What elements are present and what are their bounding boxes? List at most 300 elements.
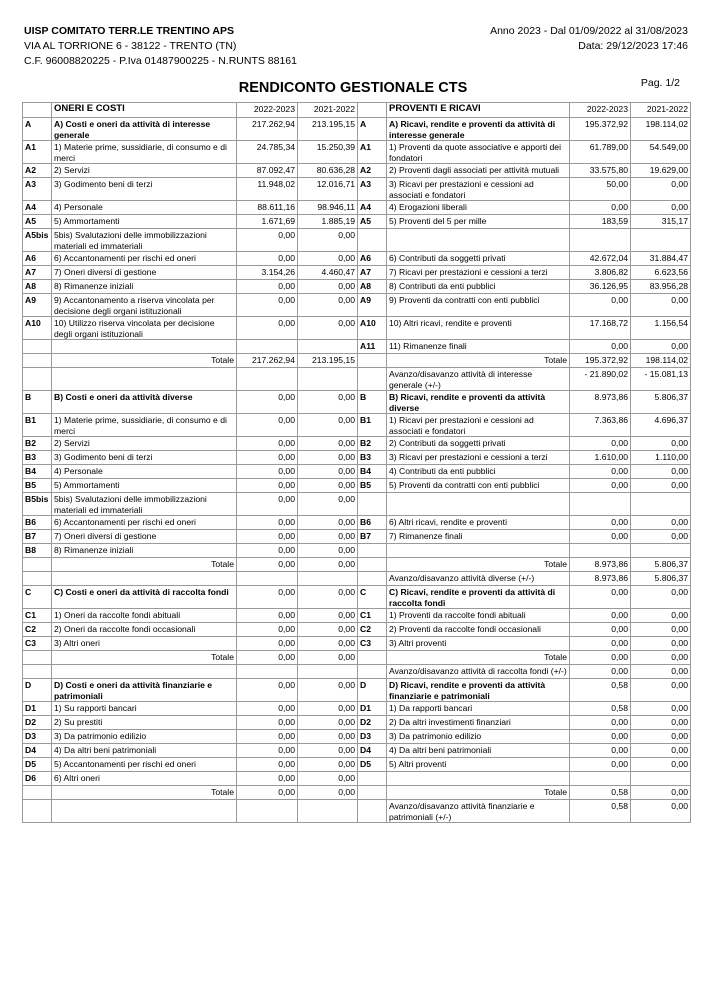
revenue-value-current: 50,00 bbox=[570, 178, 631, 201]
revenue-code bbox=[358, 786, 387, 800]
table-row bbox=[23, 414, 691, 437]
cost-value-current: 0,00 bbox=[237, 623, 298, 637]
table-row bbox=[23, 530, 691, 544]
table-row bbox=[23, 141, 691, 164]
revenue-description: 2) Contributi da soggetti privati bbox=[387, 437, 570, 451]
cost-code: D1 bbox=[23, 702, 52, 716]
revenue-code bbox=[358, 354, 387, 368]
cost-value-current: 11.948,02 bbox=[237, 178, 298, 201]
revenue-code bbox=[358, 493, 387, 516]
revenue-value-current: 0,00 bbox=[570, 665, 631, 679]
revenue-code: B4 bbox=[358, 465, 387, 479]
revenue-value-current bbox=[570, 229, 631, 252]
revenue-value-current: 0,00 bbox=[570, 609, 631, 623]
table-row bbox=[23, 266, 691, 280]
page-title: RENDICONTO GESTIONALE CTS bbox=[238, 80, 468, 96]
cost-value-current: 0,00 bbox=[237, 391, 298, 414]
cost-description: 4) Da altri beni patrimoniali bbox=[52, 744, 237, 758]
cost-value-current: 217.262,94 bbox=[237, 118, 298, 141]
revenue-code bbox=[358, 544, 387, 558]
revenue-description: 5) Proventi da contratti con enti pubblici bbox=[387, 479, 570, 493]
cost-code: A8 bbox=[23, 280, 52, 294]
table-row bbox=[23, 572, 691, 586]
header-costs-year-previous: 2021-2022 bbox=[298, 103, 358, 118]
cost-value-previous: 1.885,19 bbox=[298, 215, 358, 229]
revenue-code: B2 bbox=[358, 437, 387, 451]
cost-value-previous: 0,00 bbox=[298, 294, 358, 317]
cost-code: D6 bbox=[23, 772, 52, 786]
cost-value-current: 0,00 bbox=[237, 530, 298, 544]
table-row bbox=[23, 758, 691, 772]
revenue-code bbox=[358, 572, 387, 586]
revenue-code: A7 bbox=[358, 266, 387, 280]
cost-code: B3 bbox=[23, 451, 52, 465]
revenue-value-current bbox=[570, 772, 631, 786]
financial-statement-table bbox=[22, 102, 691, 823]
cost-code: D4 bbox=[23, 744, 52, 758]
cost-value-previous: 0,00 bbox=[298, 744, 358, 758]
cost-code: B7 bbox=[23, 530, 52, 544]
cost-value-previous: 98.946,11 bbox=[298, 201, 358, 215]
cost-value-previous: 4.460,47 bbox=[298, 266, 358, 280]
revenue-code: D bbox=[358, 679, 387, 702]
cost-code: D5 bbox=[23, 758, 52, 772]
cost-value-previous: 0,00 bbox=[298, 730, 358, 744]
revenue-value-previous: 83.956,28 bbox=[631, 280, 691, 294]
cost-value-previous: 0,00 bbox=[298, 651, 358, 665]
cost-description: 5bis) Svalutazioni delle immobilizzazioni materiali ed immateriali bbox=[52, 229, 237, 252]
revenue-code: D2 bbox=[358, 716, 387, 730]
revenue-description: Totale bbox=[387, 558, 570, 572]
cost-description: 1) Oneri da raccolte fondi abituali bbox=[52, 609, 237, 623]
revenue-description: D) Ricavi, rendite e proventi da attività finanziarie e patrimoniali bbox=[387, 679, 570, 702]
cost-code bbox=[23, 558, 52, 572]
revenue-description: Avanzo/disavanzo attività finanziarie e patrimoniali (+/-) bbox=[387, 800, 570, 823]
revenue-code: B3 bbox=[358, 451, 387, 465]
cost-value-previous: 0,00 bbox=[298, 758, 358, 772]
cost-value-previous bbox=[298, 368, 358, 391]
header-code-cell bbox=[23, 103, 52, 118]
cost-description bbox=[52, 368, 237, 391]
revenue-code: A10 bbox=[358, 317, 387, 340]
cost-description: A) Costi e oneri da attività di interesse generale bbox=[52, 118, 237, 141]
revenue-value-previous: 0,00 bbox=[631, 479, 691, 493]
revenue-value-current: 0,00 bbox=[570, 586, 631, 609]
revenue-code: A11 bbox=[358, 340, 387, 354]
revenue-code: D5 bbox=[358, 758, 387, 772]
revenue-value-previous: 0,00 bbox=[631, 609, 691, 623]
report-meta bbox=[490, 24, 688, 54]
table-row bbox=[23, 744, 691, 758]
cost-value-previous: 0,00 bbox=[298, 516, 358, 530]
cost-value-current: 0,00 bbox=[237, 772, 298, 786]
cost-code: D bbox=[23, 679, 52, 702]
revenue-value-previous: 0,00 bbox=[631, 201, 691, 215]
header-revenues-year-current: 2022-2023 bbox=[570, 103, 631, 118]
cost-code: A9 bbox=[23, 294, 52, 317]
revenue-code bbox=[358, 368, 387, 391]
revenue-description bbox=[387, 493, 570, 516]
page-number: Pag. 1/2 bbox=[640, 77, 680, 89]
cost-value-previous bbox=[298, 800, 358, 823]
revenue-value-previous: 0,00 bbox=[631, 679, 691, 702]
revenue-description: 1) Ricavi per prestazioni e cessioni ad associati e fondatori bbox=[387, 414, 570, 437]
cost-description: 2) Servizi bbox=[52, 164, 237, 178]
cost-description: 8) Rimanenze iniziali bbox=[52, 544, 237, 558]
cost-value-current bbox=[237, 665, 298, 679]
cost-value-previous: 80.636,28 bbox=[298, 164, 358, 178]
revenue-value-previous: 0,00 bbox=[631, 744, 691, 758]
cost-description: C) Costi e oneri da attività di raccolta fondi bbox=[52, 586, 237, 609]
table-header-row bbox=[23, 103, 691, 118]
cost-description: 3) Altri oneri bbox=[52, 637, 237, 651]
revenue-code: A2 bbox=[358, 164, 387, 178]
revenue-code bbox=[358, 651, 387, 665]
cost-value-current: 0,00 bbox=[237, 586, 298, 609]
cost-value-previous: 0,00 bbox=[298, 679, 358, 702]
cost-value-previous: 0,00 bbox=[298, 702, 358, 716]
cost-value-previous: 0,00 bbox=[298, 586, 358, 609]
cost-value-current: 0,00 bbox=[237, 252, 298, 266]
cost-code bbox=[23, 786, 52, 800]
cost-code: C2 bbox=[23, 623, 52, 637]
revenue-value-previous: 0,00 bbox=[631, 437, 691, 451]
revenue-value-current: 0,00 bbox=[570, 465, 631, 479]
revenue-code: C2 bbox=[358, 623, 387, 637]
revenue-value-current: 0,00 bbox=[570, 479, 631, 493]
revenue-description: C) Ricavi, rendite e proventi da attività di raccolta fondi bbox=[387, 586, 570, 609]
revenue-value-current: 36.126,95 bbox=[570, 280, 631, 294]
revenue-value-current: 61.789,00 bbox=[570, 141, 631, 164]
cost-description bbox=[52, 572, 237, 586]
cost-value-current bbox=[237, 800, 298, 823]
table-row bbox=[23, 437, 691, 451]
cost-code: A5bis bbox=[23, 229, 52, 252]
revenue-value-previous bbox=[631, 544, 691, 558]
cost-value-current: 0,00 bbox=[237, 716, 298, 730]
revenue-value-previous: 0,00 bbox=[631, 530, 691, 544]
cost-value-current: 87.092,47 bbox=[237, 164, 298, 178]
cost-value-previous: 0,00 bbox=[298, 229, 358, 252]
revenue-value-previous: 0,00 bbox=[631, 758, 691, 772]
cost-value-current: 0,00 bbox=[237, 451, 298, 465]
section-row bbox=[23, 391, 691, 414]
revenue-value-previous: 0,00 bbox=[631, 294, 691, 317]
revenue-description bbox=[387, 544, 570, 558]
table-row bbox=[23, 215, 691, 229]
cost-code bbox=[23, 800, 52, 823]
revenue-value-current: 183,59 bbox=[570, 215, 631, 229]
cost-description: 5) Ammortamenti bbox=[52, 215, 237, 229]
table-row bbox=[23, 280, 691, 294]
table-row bbox=[23, 665, 691, 679]
cost-value-current: 0,00 bbox=[237, 493, 298, 516]
revenue-value-current: 8.973,86 bbox=[570, 558, 631, 572]
revenue-description: 2) Proventi dagli associati per attività mutuali bbox=[387, 164, 570, 178]
cost-value-current: 0,00 bbox=[237, 294, 298, 317]
cost-value-current: 88.611,16 bbox=[237, 201, 298, 215]
cost-description bbox=[52, 340, 237, 354]
table-row bbox=[23, 229, 691, 252]
revenue-value-previous: 0,00 bbox=[631, 623, 691, 637]
cost-value-current: 0,00 bbox=[237, 744, 298, 758]
revenue-value-previous: 54.549,00 bbox=[631, 141, 691, 164]
table-row bbox=[23, 465, 691, 479]
cost-value-current: 0,00 bbox=[237, 786, 298, 800]
cost-value-current: 0,00 bbox=[237, 702, 298, 716]
table-row bbox=[23, 178, 691, 201]
revenue-value-previous: 0,00 bbox=[631, 340, 691, 354]
revenue-description: 2) Proventi da raccolte fondi occasionali bbox=[387, 623, 570, 637]
revenue-value-current: 0,00 bbox=[570, 437, 631, 451]
header-costs: ONERI E COSTI bbox=[52, 103, 237, 118]
revenue-description: Avanzo/disavanzo attività di raccolta fondi (+/-) bbox=[387, 665, 570, 679]
org-address: VIA AL TORRIONE 6 - 38122 - TRENTO (TN) bbox=[24, 40, 237, 52]
cost-value-current: 0,00 bbox=[237, 558, 298, 572]
revenue-description: 5) Altri proventi bbox=[387, 758, 570, 772]
cost-value-previous: 0,00 bbox=[298, 252, 358, 266]
revenue-value-current bbox=[570, 493, 631, 516]
revenue-value-current: 0,00 bbox=[570, 758, 631, 772]
revenue-description: 4) Da altri beni patrimoniali bbox=[387, 744, 570, 758]
cost-description: 8) Rimanenze iniziali bbox=[52, 280, 237, 294]
revenue-description: 6) Altri ricavi, rendite e proventi bbox=[387, 516, 570, 530]
cost-value-previous: 0,00 bbox=[298, 623, 358, 637]
cost-code: B6 bbox=[23, 516, 52, 530]
cost-description: 3) Da patrimonio edilizio bbox=[52, 730, 237, 744]
cost-value-previous: 0,00 bbox=[298, 544, 358, 558]
revenue-value-previous: 0,00 bbox=[631, 651, 691, 665]
cost-description: 9) Accantonamento a riserva vincolata per decisione degli organi istituzionali bbox=[52, 294, 237, 317]
total-row bbox=[23, 558, 691, 572]
cost-value-current: 0,00 bbox=[237, 479, 298, 493]
cost-description: 4) Personale bbox=[52, 465, 237, 479]
header-revenues-year-previous: 2021-2022 bbox=[631, 103, 691, 118]
cost-code: C1 bbox=[23, 609, 52, 623]
cost-value-previous: 0,00 bbox=[298, 493, 358, 516]
table-row bbox=[23, 493, 691, 516]
revenue-description: Totale bbox=[387, 651, 570, 665]
revenue-value-current: 0,00 bbox=[570, 651, 631, 665]
revenue-description bbox=[387, 772, 570, 786]
cost-value-current: 1.671,69 bbox=[237, 215, 298, 229]
revenue-code: B7 bbox=[358, 530, 387, 544]
cost-code bbox=[23, 340, 52, 354]
revenue-code: D4 bbox=[358, 744, 387, 758]
cost-value-previous: 0,00 bbox=[298, 451, 358, 465]
revenue-description: 7) Ricavi per prestazioni e cessioni a terzi bbox=[387, 266, 570, 280]
revenue-value-previous: 6.623,56 bbox=[631, 266, 691, 280]
revenue-description: 3) Ricavi per prestazioni e cessioni a terzi bbox=[387, 451, 570, 465]
table-row bbox=[23, 479, 691, 493]
revenue-code: A9 bbox=[358, 294, 387, 317]
revenue-value-previous bbox=[631, 772, 691, 786]
table-row bbox=[23, 544, 691, 558]
revenue-value-previous: 1.110,00 bbox=[631, 451, 691, 465]
cost-value-previous: 0,00 bbox=[298, 391, 358, 414]
revenue-value-current bbox=[570, 544, 631, 558]
revenue-description: 3) Ricavi per prestazioni e cessioni ad associati e fondatori bbox=[387, 178, 570, 201]
revenue-value-current: 0,00 bbox=[570, 744, 631, 758]
cost-code bbox=[23, 572, 52, 586]
cost-description: B) Costi e oneri da attività diverse bbox=[52, 391, 237, 414]
table-row bbox=[23, 252, 691, 266]
cost-description: 6) Accantonamenti per rischi ed oneri bbox=[52, 516, 237, 530]
cost-value-previous: 0,00 bbox=[298, 317, 358, 340]
revenue-code bbox=[358, 229, 387, 252]
revenue-code: B6 bbox=[358, 516, 387, 530]
revenue-value-previous: 0,00 bbox=[631, 586, 691, 609]
revenue-value-previous: 315,17 bbox=[631, 215, 691, 229]
cost-value-current: 0,00 bbox=[237, 544, 298, 558]
table-row bbox=[23, 317, 691, 340]
revenue-code bbox=[358, 558, 387, 572]
cost-description: 7) Oneri diversi di gestione bbox=[52, 530, 237, 544]
cost-description: Totale bbox=[52, 651, 237, 665]
section-row bbox=[23, 679, 691, 702]
revenue-value-current: 195.372,92 bbox=[570, 354, 631, 368]
cost-value-previous: 0,00 bbox=[298, 414, 358, 437]
cost-value-previous: 0,00 bbox=[298, 637, 358, 651]
cost-code bbox=[23, 354, 52, 368]
revenue-value-current: 0,00 bbox=[570, 530, 631, 544]
cost-description: 3) Godimento beni di terzi bbox=[52, 178, 237, 201]
revenue-value-previous: - 15.081,13 bbox=[631, 368, 691, 391]
cost-description: 2) Servizi bbox=[52, 437, 237, 451]
revenue-description: 3) Da patrimonio edilizio bbox=[387, 730, 570, 744]
revenue-description: Totale bbox=[387, 354, 570, 368]
table-row bbox=[23, 702, 691, 716]
revenue-code: C bbox=[358, 586, 387, 609]
cost-value-previous: 0,00 bbox=[298, 479, 358, 493]
cost-code: B8 bbox=[23, 544, 52, 558]
revenue-code bbox=[358, 665, 387, 679]
cost-value-previous: 0,00 bbox=[298, 437, 358, 451]
cost-description: 2) Oneri da raccolte fondi occasionali bbox=[52, 623, 237, 637]
cost-value-current: 0,00 bbox=[237, 414, 298, 437]
revenue-code: A3 bbox=[358, 178, 387, 201]
revenue-value-current: 0,58 bbox=[570, 786, 631, 800]
revenue-value-current: 17.168,72 bbox=[570, 317, 631, 340]
revenue-description: 6) Contributi da soggetti privati bbox=[387, 252, 570, 266]
table-row bbox=[23, 623, 691, 637]
revenue-value-previous: 0,00 bbox=[631, 178, 691, 201]
cost-value-current: 217.262,94 bbox=[237, 354, 298, 368]
revenue-code: D3 bbox=[358, 730, 387, 744]
revenue-value-current: - 21.890,02 bbox=[570, 368, 631, 391]
cost-description: 3) Godimento beni di terzi bbox=[52, 451, 237, 465]
cost-description: 10) Utilizzo riserva vincolata per decisione degli organi istituzionali bbox=[52, 317, 237, 340]
cost-value-current: 3.154,26 bbox=[237, 266, 298, 280]
revenue-description: 9) Proventi da contratti con enti pubblici bbox=[387, 294, 570, 317]
revenue-value-previous bbox=[631, 493, 691, 516]
cost-code: A bbox=[23, 118, 52, 141]
revenue-value-current: 33.575,80 bbox=[570, 164, 631, 178]
total-row bbox=[23, 354, 691, 368]
cost-code: A7 bbox=[23, 266, 52, 280]
revenue-description: 10) Altri ricavi, rendite e proventi bbox=[387, 317, 570, 340]
cost-value-previous: 213.195,15 bbox=[298, 118, 358, 141]
cost-value-current: 0,00 bbox=[237, 465, 298, 479]
revenue-value-current: 8.973,86 bbox=[570, 391, 631, 414]
cost-description: 5bis) Svalutazioni delle immobilizzazioni materiali ed immateriali bbox=[52, 493, 237, 516]
revenue-value-previous: 198.114,02 bbox=[631, 354, 691, 368]
org-name: UISP COMITATO TERR.LE TRENTINO APS bbox=[24, 25, 235, 37]
table-row bbox=[23, 609, 691, 623]
report-date: Data: 29/12/2023 17:46 bbox=[578, 40, 688, 52]
cost-value-current: 0,00 bbox=[237, 317, 298, 340]
revenue-value-current: 0,58 bbox=[570, 702, 631, 716]
total-row bbox=[23, 651, 691, 665]
table-row bbox=[23, 800, 691, 823]
revenue-code: C3 bbox=[358, 637, 387, 651]
cost-description: 1) Materie prime, sussidiarie, di consumo e di merci bbox=[52, 141, 237, 164]
cost-code: A10 bbox=[23, 317, 52, 340]
cost-value-current: 0,00 bbox=[237, 651, 298, 665]
revenue-value-current: 0,00 bbox=[570, 516, 631, 530]
table-row bbox=[23, 516, 691, 530]
table-row bbox=[23, 340, 691, 354]
revenue-value-previous: 0,00 bbox=[631, 665, 691, 679]
cost-description: 1) Su rapporti bancari bbox=[52, 702, 237, 716]
revenue-code: A bbox=[358, 118, 387, 141]
section-row bbox=[23, 118, 691, 141]
cost-code: C bbox=[23, 586, 52, 609]
cost-value-current bbox=[237, 572, 298, 586]
cost-value-previous bbox=[298, 665, 358, 679]
cost-value-current: 0,00 bbox=[237, 437, 298, 451]
cost-code: A6 bbox=[23, 252, 52, 266]
revenue-value-current: 0,58 bbox=[570, 800, 631, 823]
cost-code: D2 bbox=[23, 716, 52, 730]
table-row bbox=[23, 730, 691, 744]
cost-value-current bbox=[237, 340, 298, 354]
table-row bbox=[23, 451, 691, 465]
revenue-value-current: 0,58 bbox=[570, 679, 631, 702]
revenue-value-current: 0,00 bbox=[570, 294, 631, 317]
cost-code bbox=[23, 368, 52, 391]
table-row bbox=[23, 201, 691, 215]
revenue-value-previous: 0,00 bbox=[631, 730, 691, 744]
cost-description: Totale bbox=[52, 786, 237, 800]
revenue-value-previous: 0,00 bbox=[631, 716, 691, 730]
revenue-code: B5 bbox=[358, 479, 387, 493]
cost-code: A4 bbox=[23, 201, 52, 215]
cost-description: 5) Ammortamenti bbox=[52, 479, 237, 493]
cost-code: D3 bbox=[23, 730, 52, 744]
org-fiscal-ids: C.F. 96008820225 - P.Iva 01487900225 - N.RUNTS 88161 bbox=[24, 55, 297, 67]
section-row bbox=[23, 586, 691, 609]
revenue-value-previous: 5.806,37 bbox=[631, 558, 691, 572]
revenue-description: 1) Proventi da raccolte fondi abituali bbox=[387, 609, 570, 623]
cost-code: B5 bbox=[23, 479, 52, 493]
table-row bbox=[23, 164, 691, 178]
revenue-description: 1) Da rapporti bancari bbox=[387, 702, 570, 716]
revenue-value-current: 0,00 bbox=[570, 201, 631, 215]
revenue-code bbox=[358, 800, 387, 823]
cost-code: B2 bbox=[23, 437, 52, 451]
cost-description: 7) Oneri diversi di gestione bbox=[52, 266, 237, 280]
cost-value-current: 0,00 bbox=[237, 679, 298, 702]
revenue-value-current: 0,00 bbox=[570, 730, 631, 744]
revenue-description: 1) Proventi da quote associative e apporti dei fondatori bbox=[387, 141, 570, 164]
table-row bbox=[23, 716, 691, 730]
cost-code: A3 bbox=[23, 178, 52, 201]
cost-value-previous bbox=[298, 340, 358, 354]
revenue-description: 4) Contributi da enti pubblici bbox=[387, 465, 570, 479]
cost-value-previous: 0,00 bbox=[298, 465, 358, 479]
revenue-value-current: 0,00 bbox=[570, 340, 631, 354]
